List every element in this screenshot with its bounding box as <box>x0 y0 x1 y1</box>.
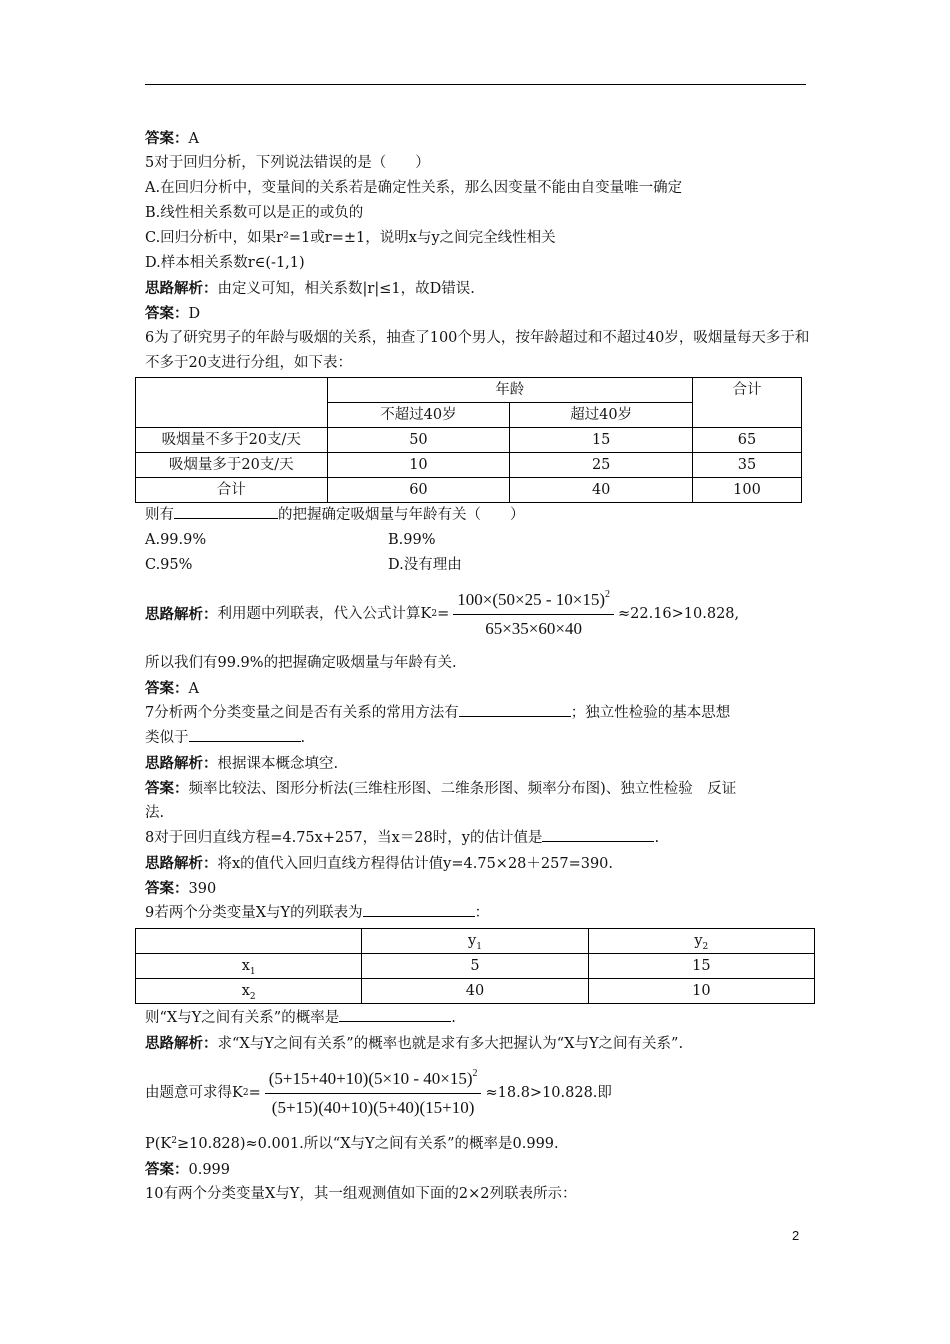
document-body <box>145 126 817 1207</box>
table-row <box>136 378 802 403</box>
q9-chi-square-formula: $\frac{(5+15+40+10)(5\times 10 - 40\times 15)^2}{(5+15)(40+10)(5+40)(15+10)}$ <box>265 1067 482 1120</box>
table-cell: 40 <box>362 979 588 1004</box>
table-cell: 15 <box>588 954 814 979</box>
q5-answer: 答案：D <box>145 305 201 322</box>
q6-chi-square-formula: $\frac{100\times(50\times 25 - 10\times 15)^2}{65\times 35\times 60\times 40}$ <box>453 588 614 641</box>
table-row <box>136 979 815 1004</box>
answer-blank[interactable] <box>542 826 654 842</box>
table-row <box>136 428 802 453</box>
q5-option-b: B.线性相关系数可以是正的或负的 <box>145 205 364 221</box>
table-cell: 35 <box>693 453 802 478</box>
q7-stem-line-2: 类似于 . <box>145 726 817 751</box>
table-cell: 100 <box>693 478 802 503</box>
table-row-label: $x_2$ <box>136 979 362 1004</box>
table-cell: 60 <box>327 478 510 503</box>
table-corner-cell <box>136 929 362 954</box>
table-col-header: $y_1$ <box>362 929 588 954</box>
table-cell: 50 <box>327 428 510 453</box>
table-cell: 10 <box>588 979 814 1004</box>
answer-blank[interactable] <box>174 503 278 519</box>
q6-question: 则有 的把握确定吸烟量与年龄有关（ ） <box>145 503 817 528</box>
table-header-age: 年龄 <box>327 378 693 403</box>
answer-blank[interactable] <box>363 901 475 917</box>
table-cell: 15 <box>510 428 693 453</box>
table-row <box>136 453 802 478</box>
page-number: 2 <box>792 1228 800 1243</box>
q6-options-row-2 <box>145 553 817 578</box>
q5-stem: 5对于回归分析，下列说法错误的是（ ） <box>145 155 430 171</box>
table-row <box>136 954 815 979</box>
q9-analysis: 思路解析：求“X与Y之间有关系”的概率也就是求有多大把握认为“X与Y之间有关系”. <box>145 1035 684 1052</box>
q5-analysis: 思路解析：由定义可知，相关系数|r|≤1，故D错误. <box>145 280 475 297</box>
answer-blank[interactable] <box>339 1006 451 1022</box>
q6-option-d: D.没有理由 <box>388 557 462 573</box>
q8-analysis: 思路解析：将x的值代入回归直线方程得估计值y=4.75×28＋257=390. <box>145 855 614 872</box>
q6-option-a: A.99.9% <box>145 532 207 548</box>
table-cell: 25 <box>510 453 693 478</box>
q6-option-b: B.99% <box>388 532 436 548</box>
q7-stem-line-1: 7分析两个分类变量之间是否有关系的常用方法有 ；独立性检验的基本思想 <box>145 701 817 726</box>
table-row <box>136 478 802 503</box>
q9-stem: 9若两个分类变量X与Y的列联表为 ： <box>145 901 817 926</box>
table-row-label: 合计 <box>136 478 328 503</box>
table-row-label: 吸烟量不多于20支/天 <box>136 428 328 453</box>
table-cell: 40 <box>510 478 693 503</box>
q6-stem: 6为了研究男子的年龄与吸烟的关系，抽查了100个男人，按年龄超过和不超过40岁，吸烟量每天多于和不多于20支进行分组，如下表： <box>145 330 810 371</box>
q5-option-c: C.回归分析中，如果r²=1或r=±1，说明x与y之间完全线性相关 <box>145 230 556 246</box>
header-rule <box>145 84 806 85</box>
table-cell: 5 <box>362 954 588 979</box>
q10-stem: 10有两个分类变量X与Y，其一组观测值如下面的2×2列联表所示： <box>145 1186 577 1202</box>
table-header-total: 合计 <box>693 378 802 428</box>
q7-analysis: 思路解析：根据课本概念填空. <box>145 755 339 772</box>
q9-answer: 答案：0.999 <box>145 1161 231 1178</box>
q7-answer-cont: 法. <box>145 805 165 821</box>
q9-contingency-table <box>135 928 815 1004</box>
table-col-header: $y_2$ <box>588 929 814 954</box>
table-subheader: 不超过40岁 <box>327 403 510 428</box>
table-row-label: 吸烟量多于20支/天 <box>136 453 328 478</box>
q4-answer: 答案：A <box>145 130 199 147</box>
q6-analysis: 思路解析： 利用题中列联表，代入公式计算K 2 = $\frac{100\times(50\times 25 - 10\times 15)^2}{65\times 35\times 60\times 40}$ ≈22.16>10.828, <box>145 586 817 642</box>
q6-answer: 答案：A <box>145 680 199 697</box>
table-cell: 65 <box>693 428 802 453</box>
table-subheader: 超过40岁 <box>510 403 693 428</box>
q8-stem: 8对于回归直线方程=4.75x+257，当x＝28时，y的估计值是 . <box>145 826 817 851</box>
q9-probability: $P(K^2\ge 10.828)\approx 0.001$.所以“X与Y之间有关系”的概率是0.999. <box>145 1136 559 1152</box>
q5-option-d: D.样本相关系数r∈(-1,1) <box>145 255 305 271</box>
q7-answer: 答案：频率比较法、图形分析法(三维柱形图、二维条形图、频率分布图)、独立性检验 反证 <box>145 780 737 797</box>
table-cell: 10 <box>327 453 510 478</box>
q8-answer: 答案：390 <box>145 880 217 897</box>
q6-conclusion: 所以我们有99.9%的把握确定吸烟量与年龄有关. <box>145 655 457 671</box>
answer-blank[interactable] <box>459 701 571 717</box>
q6-contingency-table <box>135 377 802 503</box>
q9-question: 则“X与Y之间有关系”的概率是 . <box>145 1006 817 1031</box>
table-row-label: $x_1$ <box>136 954 362 979</box>
answer-blank[interactable] <box>189 726 301 742</box>
q9-calculation: 由题意可求得K 2 = $\frac{(5+15+40+10)(5\times 10 - 40\times 15)^2}{(5+15)(40+10)(5+40)(15+10)}$ ≈18.8>10.828.即 <box>145 1064 817 1122</box>
q6-options-row-1 <box>145 528 817 553</box>
q5-option-a: A.在回归分析中，变量间的关系若是确定性关系，那么因变量不能由自变量唯一确定 <box>145 180 683 196</box>
q6-option-c: C.95% <box>145 557 193 573</box>
table-corner-cell <box>136 378 328 428</box>
table-row <box>136 929 815 954</box>
